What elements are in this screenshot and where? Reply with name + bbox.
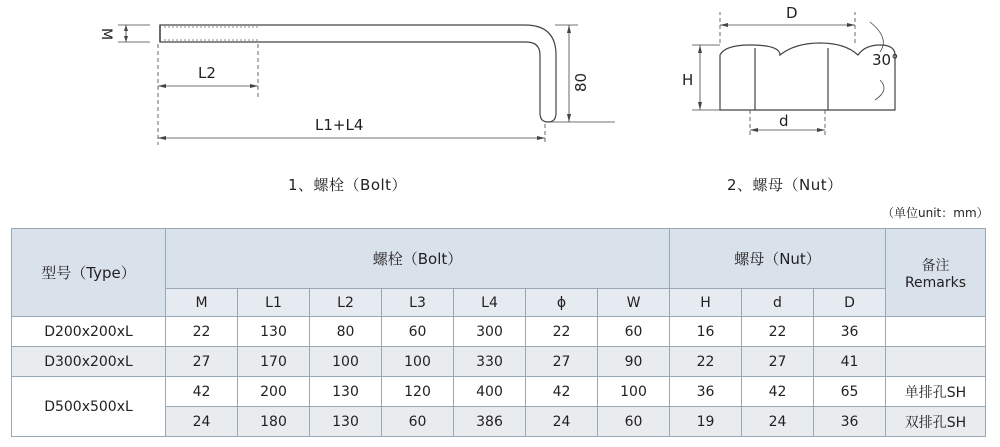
nut-header: 螺母（Nut） bbox=[670, 229, 886, 289]
value-cell: 36 bbox=[670, 377, 742, 407]
bolt-caption: 1、螺栓（Bolt） bbox=[288, 176, 408, 194]
value-cell: 170 bbox=[238, 347, 310, 377]
value-cell: 24 bbox=[742, 407, 814, 437]
value-cell: 42 bbox=[742, 377, 814, 407]
angle-arc-top bbox=[870, 22, 883, 52]
value-cell: 22 bbox=[526, 317, 598, 347]
nut-drawing bbox=[680, 0, 910, 150]
value-cell: 24 bbox=[166, 407, 238, 437]
col-header-d-small: d bbox=[742, 289, 814, 317]
value-cell: 100 bbox=[310, 347, 382, 377]
table-row bbox=[12, 347, 986, 377]
type-cell: D500x500xL bbox=[12, 377, 166, 437]
remark-cell bbox=[886, 347, 986, 377]
value-cell: 90 bbox=[598, 347, 670, 377]
bolt-drawing bbox=[0, 0, 620, 200]
remark-cell bbox=[886, 317, 986, 347]
bolt-80-label: 80 bbox=[572, 72, 590, 92]
value-cell: 22 bbox=[166, 317, 238, 347]
value-cell: 24 bbox=[526, 407, 598, 437]
remarks-header-cn: 备注 bbox=[921, 257, 950, 274]
value-cell: 400 bbox=[454, 377, 526, 407]
nut-h-label: H bbox=[682, 71, 694, 89]
bolt-l1l4-label: L1+L4 bbox=[315, 116, 364, 134]
col-header-l1: L1 bbox=[238, 289, 310, 317]
remark-cell: 双排孔SH bbox=[886, 407, 986, 437]
value-cell: 386 bbox=[454, 407, 526, 437]
value-cell: 130 bbox=[238, 317, 310, 347]
value-cell: 300 bbox=[454, 317, 526, 347]
type-header: 型号（Type） bbox=[12, 229, 166, 317]
col-header-h: H bbox=[670, 289, 742, 317]
bolt-thread bbox=[164, 27, 258, 40]
value-cell: 100 bbox=[598, 377, 670, 407]
spec-table bbox=[11, 228, 986, 437]
value-cell: 42 bbox=[526, 377, 598, 407]
value-cell: 42 bbox=[166, 377, 238, 407]
value-cell: 27 bbox=[166, 347, 238, 377]
nut-outline bbox=[720, 43, 895, 110]
remarks-header bbox=[886, 229, 986, 317]
bolt-m-label: M bbox=[98, 28, 114, 41]
angle-arc-bottom bbox=[875, 80, 884, 100]
value-cell: 27 bbox=[526, 347, 598, 377]
remark-cell: 单排孔SH bbox=[886, 377, 986, 407]
nut-angle-label: 30° bbox=[872, 51, 899, 69]
value-cell: 60 bbox=[382, 407, 454, 437]
value-cell: 41 bbox=[814, 347, 886, 377]
value-cell: 130 bbox=[310, 377, 382, 407]
value-cell: 330 bbox=[454, 347, 526, 377]
table-row bbox=[12, 317, 986, 347]
type-cell: D300x200xL bbox=[12, 347, 166, 377]
remarks-header-en: Remarks bbox=[904, 274, 967, 291]
value-cell: 120 bbox=[382, 377, 454, 407]
value-cell: 180 bbox=[238, 407, 310, 437]
value-cell: 36 bbox=[814, 407, 886, 437]
nut-d-upper-label: D bbox=[786, 4, 798, 22]
value-cell: 200 bbox=[238, 377, 310, 407]
value-cell: 22 bbox=[670, 347, 742, 377]
col-header-w: W bbox=[598, 289, 670, 317]
value-cell: 27 bbox=[742, 347, 814, 377]
col-header-phi: ϕ bbox=[526, 289, 598, 317]
bolt-header: 螺栓（Bolt） bbox=[166, 229, 670, 289]
value-cell: 60 bbox=[382, 317, 454, 347]
value-cell: 16 bbox=[670, 317, 742, 347]
value-cell: 100 bbox=[382, 347, 454, 377]
value-cell: 130 bbox=[310, 407, 382, 437]
value-cell: 60 bbox=[598, 317, 670, 347]
nut-caption: 2、螺母（Nut） bbox=[727, 176, 843, 194]
value-cell: 65 bbox=[814, 377, 886, 407]
col-header-d-large: D bbox=[814, 289, 886, 317]
type-cell: D200x200xL bbox=[12, 317, 166, 347]
value-cell: 36 bbox=[814, 317, 886, 347]
value-cell: 80 bbox=[310, 317, 382, 347]
col-header-l3: L3 bbox=[382, 289, 454, 317]
value-cell: 19 bbox=[670, 407, 742, 437]
unit-note: （单位unit：mm） bbox=[882, 206, 989, 220]
bolt-l2-label: L2 bbox=[198, 64, 216, 82]
col-header-m: M bbox=[166, 289, 238, 317]
value-cell: 22 bbox=[742, 317, 814, 347]
table-row bbox=[12, 377, 986, 407]
col-header-l4: L4 bbox=[454, 289, 526, 317]
bolt-body bbox=[160, 25, 556, 122]
col-header-l2: L2 bbox=[310, 289, 382, 317]
nut-d-lower-label: d bbox=[779, 112, 789, 130]
value-cell: 60 bbox=[598, 407, 670, 437]
